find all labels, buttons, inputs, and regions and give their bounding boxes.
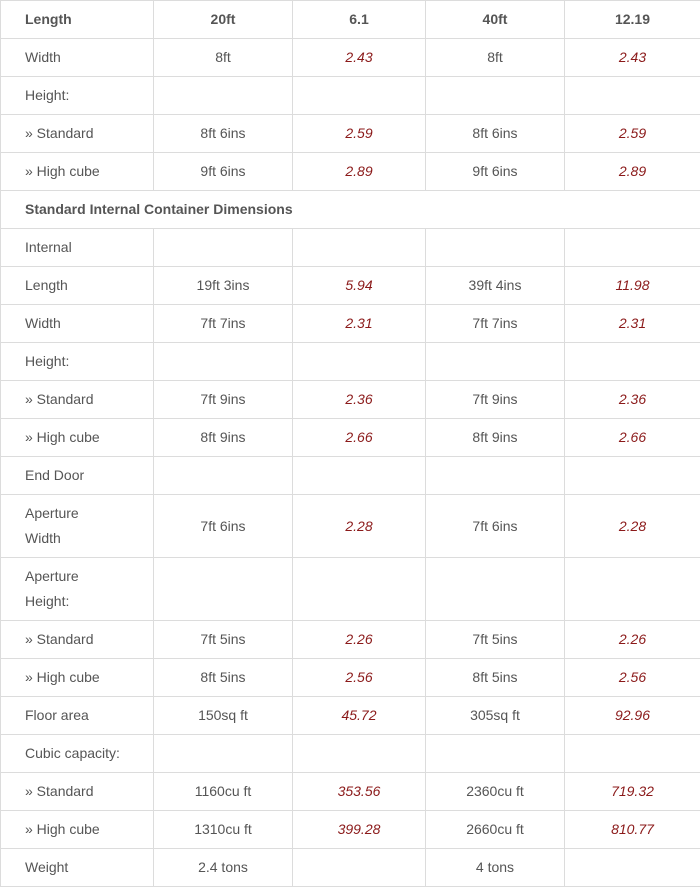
cell-40ft	[426, 457, 565, 495]
cell-40ft	[426, 343, 565, 381]
cell-20ft: 7ft 9ins	[154, 381, 293, 419]
cell-20ft: 8ft 5ins	[154, 659, 293, 697]
table-row	[1, 39, 700, 77]
cell-40ft: 7ft 6ins	[426, 495, 565, 558]
row-label-line1: Aperture	[25, 505, 79, 521]
cell-20ft-metric: 2.31	[293, 305, 426, 343]
cell-40ft-metric: 2.89	[565, 153, 700, 191]
row-label: Height:	[1, 77, 154, 115]
table-row	[1, 153, 700, 191]
cell-20ft-metric	[293, 558, 426, 621]
row-label: Width	[1, 305, 154, 343]
cell-40ft: 7ft 7ins	[426, 305, 565, 343]
cell-40ft-metric: 2.66	[565, 419, 700, 457]
header-40ft-metric: 12.19	[565, 1, 700, 39]
cell-40ft: 7ft 9ins	[426, 381, 565, 419]
cell-20ft: 19ft 3ins	[154, 267, 293, 305]
cell-40ft: 9ft 6ins	[426, 153, 565, 191]
row-label: Length	[1, 267, 154, 305]
cell-40ft-metric	[565, 457, 700, 495]
cell-20ft	[154, 735, 293, 773]
header-20ft: 20ft	[154, 1, 293, 39]
row-label-line2: Height:	[25, 593, 70, 609]
row-label	[1, 495, 154, 558]
section-header-row	[1, 191, 700, 229]
header-label: Length	[1, 1, 154, 39]
row-label-line2: Width	[25, 530, 61, 546]
cell-40ft-metric: 2.26	[565, 621, 700, 659]
cell-40ft-metric: 2.36	[565, 381, 700, 419]
cell-20ft: 7ft 7ins	[154, 305, 293, 343]
row-label: Internal	[1, 229, 154, 267]
cell-20ft: 7ft 5ins	[154, 621, 293, 659]
table-row	[1, 343, 700, 381]
cell-20ft-metric	[293, 735, 426, 773]
cell-20ft: 150sq ft	[154, 697, 293, 735]
cell-40ft: 8ft 5ins	[426, 659, 565, 697]
row-label: » Standard	[1, 621, 154, 659]
cell-40ft	[426, 77, 565, 115]
cell-40ft-metric: 2.56	[565, 659, 700, 697]
cell-40ft: 305sq ft	[426, 697, 565, 735]
cell-40ft-metric: 2.28	[565, 495, 700, 558]
cell-20ft-metric	[293, 229, 426, 267]
row-label: » High cube	[1, 811, 154, 849]
row-label: Height:	[1, 343, 154, 381]
cell-20ft-metric: 2.66	[293, 419, 426, 457]
cell-40ft: 39ft 4ins	[426, 267, 565, 305]
row-label	[1, 558, 154, 621]
cell-20ft: 8ft 6ins	[154, 115, 293, 153]
header-40ft: 40ft	[426, 1, 565, 39]
row-label: » High cube	[1, 419, 154, 457]
cell-40ft: 8ft 9ins	[426, 419, 565, 457]
cell-20ft: 9ft 6ins	[154, 153, 293, 191]
cell-20ft-metric	[293, 849, 426, 887]
cell-20ft: 8ft 9ins	[154, 419, 293, 457]
cell-40ft: 2360cu ft	[426, 773, 565, 811]
table-row	[1, 305, 700, 343]
section-title: Standard Internal Container Dimensions	[1, 191, 700, 229]
table-row	[1, 811, 700, 849]
cell-20ft-metric: 2.36	[293, 381, 426, 419]
row-label: » High cube	[1, 659, 154, 697]
table-row	[1, 495, 700, 558]
cell-40ft	[426, 229, 565, 267]
cell-20ft-metric: 399.28	[293, 811, 426, 849]
table-row	[1, 697, 700, 735]
cell-20ft	[154, 343, 293, 381]
cell-20ft	[154, 558, 293, 621]
cell-20ft-metric: 45.72	[293, 697, 426, 735]
table-row	[1, 419, 700, 457]
row-label: End Door	[1, 457, 154, 495]
cell-40ft: 4 tons	[426, 849, 565, 887]
cell-20ft: 8ft	[154, 39, 293, 77]
cell-20ft-metric: 2.89	[293, 153, 426, 191]
cell-40ft: 8ft	[426, 39, 565, 77]
cell-20ft-metric: 2.59	[293, 115, 426, 153]
cell-20ft-metric: 2.43	[293, 39, 426, 77]
cell-40ft-metric: 810.77	[565, 811, 700, 849]
cell-20ft	[154, 77, 293, 115]
table-row	[1, 621, 700, 659]
cell-40ft-metric: 11.98	[565, 267, 700, 305]
cell-40ft	[426, 735, 565, 773]
header-20ft-metric: 6.1	[293, 1, 426, 39]
table-row	[1, 267, 700, 305]
row-label: » Standard	[1, 115, 154, 153]
table-row	[1, 229, 700, 267]
cell-40ft: 8ft 6ins	[426, 115, 565, 153]
cell-40ft	[426, 558, 565, 621]
cell-20ft	[154, 229, 293, 267]
table-row	[1, 457, 700, 495]
cell-40ft-metric	[565, 558, 700, 621]
cell-40ft-metric: 92.96	[565, 697, 700, 735]
cell-20ft: 1310cu ft	[154, 811, 293, 849]
cell-40ft-metric: 2.31	[565, 305, 700, 343]
cell-20ft: 1160cu ft	[154, 773, 293, 811]
table-row	[1, 735, 700, 773]
cell-40ft-metric	[565, 735, 700, 773]
table-row	[1, 659, 700, 697]
cell-20ft-metric	[293, 457, 426, 495]
table-row	[1, 381, 700, 419]
row-label: » Standard	[1, 381, 154, 419]
cell-40ft: 2660cu ft	[426, 811, 565, 849]
cell-20ft-metric	[293, 77, 426, 115]
row-label: Cubic capacity:	[1, 735, 154, 773]
cell-40ft-metric	[565, 343, 700, 381]
cell-20ft	[154, 457, 293, 495]
row-label-line1: Aperture	[25, 568, 79, 584]
table-header-row	[1, 1, 700, 39]
row-label: Width	[1, 39, 154, 77]
row-label: Weight	[1, 849, 154, 887]
table-row	[1, 558, 700, 621]
row-label: » Standard	[1, 773, 154, 811]
row-label: » High cube	[1, 153, 154, 191]
cell-40ft-metric: 719.32	[565, 773, 700, 811]
cell-20ft-metric: 5.94	[293, 267, 426, 305]
table-row	[1, 849, 700, 887]
cell-40ft: 7ft 5ins	[426, 621, 565, 659]
cell-20ft-metric: 2.56	[293, 659, 426, 697]
cell-20ft-metric	[293, 343, 426, 381]
cell-20ft-metric: 2.26	[293, 621, 426, 659]
table-row	[1, 115, 700, 153]
table-row	[1, 77, 700, 115]
row-label: Floor area	[1, 697, 154, 735]
cell-20ft: 7ft 6ins	[154, 495, 293, 558]
cell-40ft-metric	[565, 229, 700, 267]
cell-20ft-metric: 2.28	[293, 495, 426, 558]
cell-40ft-metric: 2.59	[565, 115, 700, 153]
cell-20ft-metric: 353.56	[293, 773, 426, 811]
table-row	[1, 773, 700, 811]
cell-40ft-metric: 2.43	[565, 39, 700, 77]
cell-40ft-metric	[565, 77, 700, 115]
cell-20ft: 2.4 tons	[154, 849, 293, 887]
cell-40ft-metric	[565, 849, 700, 887]
